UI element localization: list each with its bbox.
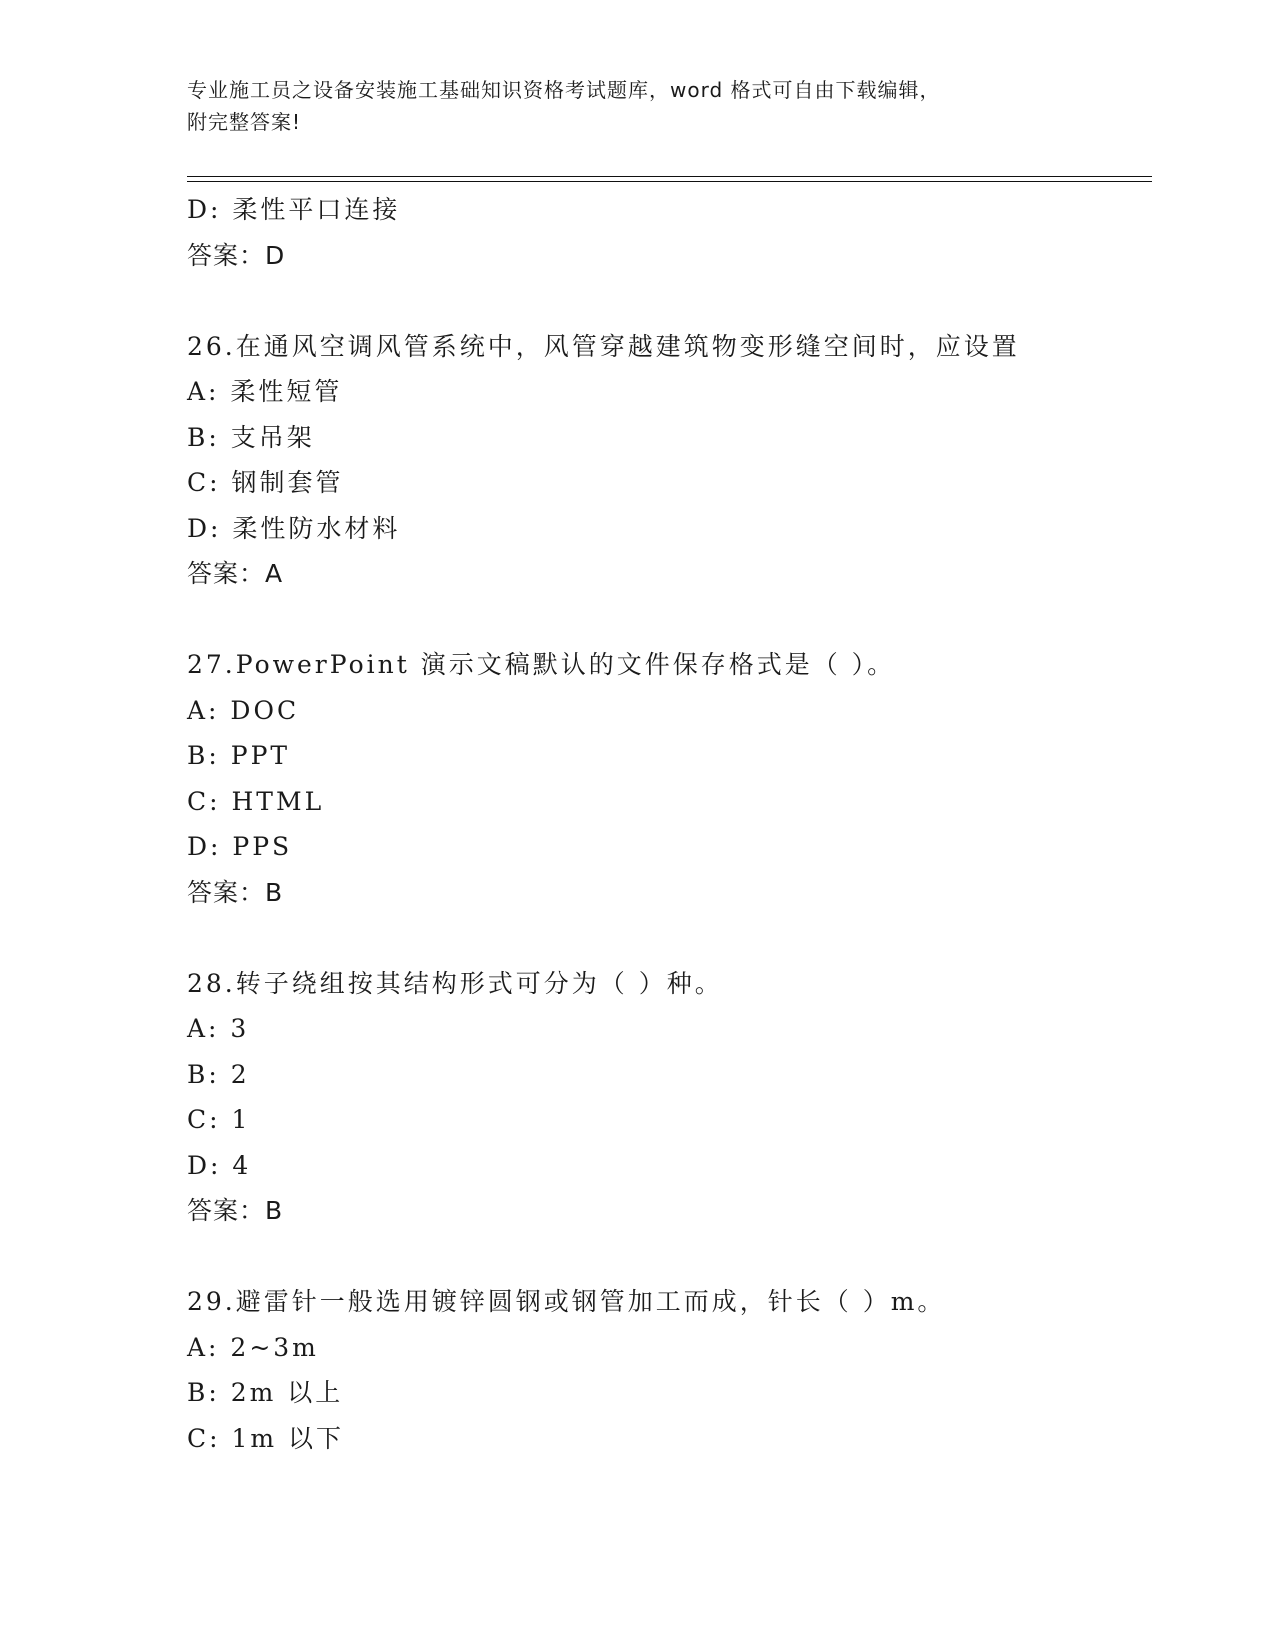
option-d: D: 柔性防水材料 [187, 513, 401, 543]
header-line-1: 专业施工员之设备安装施工基础知识资格考试题库，word 格式可自由下载编辑， [187, 78, 941, 102]
answer-line: 答案：D [187, 240, 286, 270]
option-d: D: PPS [187, 832, 293, 861]
question-stem: 27.PowerPoint 演示文稿默认的文件保存格式是（ ）。 [187, 650, 896, 679]
option-c: C: 1m 以下 [187, 1423, 345, 1453]
option-a: A: 3 [187, 1014, 250, 1043]
header-line-2: 附完整答案! [187, 110, 302, 134]
option-c: C: HTML [187, 786, 325, 816]
option-c: C: 1 [187, 1105, 251, 1134]
option-d: D: 柔性平口连接 [187, 195, 401, 224]
option-a: A: DOC [187, 695, 300, 725]
question-27 [187, 642, 1152, 915]
question-stem: 26.在通风空调风管系统中，风管穿越建筑物变形缝空间时，应设置 [187, 331, 1020, 361]
option-b: B: 2 [187, 1059, 250, 1089]
option-b: B: 2m 以上 [187, 1378, 344, 1407]
question-28 [187, 961, 1152, 1234]
spacer [187, 278, 1152, 324]
header-divider-bottom [187, 181, 1152, 182]
question-stem: 29.避雷针一般选用镀锌圆钢或钢管加工而成，针长（ ）m。 [187, 1287, 946, 1316]
answer-line: 答案：A [187, 559, 284, 588]
answer-line: 答案：B [187, 877, 284, 907]
question-list [187, 187, 1152, 1461]
question-stem: 28.转子绕组按其结构形式可分为（ ）种。 [187, 968, 723, 998]
document-header [187, 74, 1087, 138]
spacer [187, 1234, 1152, 1280]
question-29 [187, 1279, 1152, 1461]
option-b: B: 支吊架 [187, 422, 315, 452]
option-d: D: 4 [187, 1150, 252, 1180]
spacer [187, 597, 1152, 643]
answer-line: 答案：B [187, 1196, 284, 1225]
question-26 [187, 324, 1152, 597]
option-c: C: 钢制套管 [187, 468, 344, 497]
spacer [187, 915, 1152, 961]
option-a: A: 2~3m [187, 1332, 319, 1362]
option-a: A: 柔性短管 [187, 377, 343, 406]
header-divider-top [187, 176, 1152, 177]
option-b: B: PPT [187, 741, 291, 770]
